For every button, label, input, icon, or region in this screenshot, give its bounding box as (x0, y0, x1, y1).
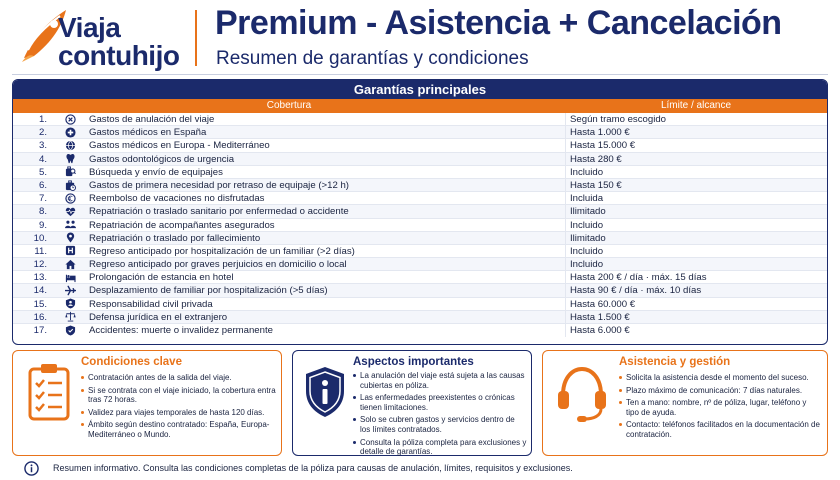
table-row (13, 324, 827, 337)
guarantees-table (12, 79, 828, 345)
table-header (13, 99, 827, 113)
cancel-icon (55, 113, 85, 125)
table-row (13, 232, 827, 245)
page-subtitle: Resumen de garantías y condiciones (216, 48, 529, 69)
footer-disclaimer: Resumen informativo. Consulta las condiciones completas de la póliza para causas de anulación, límites, requisitos y exclusiones. (53, 463, 573, 473)
column-header-coverage: Cobertura (266, 100, 312, 111)
footer (12, 460, 828, 476)
coverage-cell: Búsqueda y envío de equipajes (89, 166, 223, 178)
limit-cell: Incluido (565, 219, 827, 231)
row-number: 15. (33, 298, 47, 310)
scales-icon (55, 311, 85, 323)
limit-cell: Hasta 90 € / día · máx. 10 días (565, 284, 827, 296)
coverage-cell: Defensa jurídica en el extranjero (89, 311, 228, 323)
table-row (13, 311, 827, 324)
coverage-cell: Repatriación de acompañantes asegurados (89, 219, 275, 231)
list-item: La anulación del viaje está sujeta a las causas cubiertas en póliza. (353, 371, 527, 390)
logo[interactable] (18, 6, 188, 70)
list-item: Plazo máximo de comunicación: 7 días naturales. (619, 386, 821, 396)
important-aspects-list (353, 371, 527, 460)
people-icon (55, 219, 85, 231)
clipboard-checklist-icon (27, 363, 71, 421)
table-row (13, 139, 827, 152)
limit-cell: Hasta 15.000 € (565, 139, 827, 151)
coverage-cell: Regreso anticipado por hospitalización de un familiar (>2 días) (89, 245, 355, 257)
home-icon (55, 258, 85, 270)
panel-key-conditions (12, 350, 282, 456)
coverage-cell: Prolongación de estancia en hotel (89, 272, 234, 284)
row-number: 11. (34, 245, 47, 257)
row-number: 14. (33, 285, 47, 297)
table-row (13, 113, 827, 126)
row-number: 17. (33, 325, 47, 336)
limit-cell: Hasta 280 € (565, 153, 827, 165)
coverage-cell: Gastos de anulación del viaje (89, 114, 215, 125)
table-row (13, 153, 827, 166)
row-number: 6. (38, 179, 47, 191)
row-number: 4. (38, 153, 47, 165)
globe-icon (55, 139, 85, 151)
table-row (13, 258, 827, 271)
table-row (13, 219, 827, 232)
limit-cell: Incluido (565, 258, 827, 270)
limit-cell: Incluido (565, 245, 827, 257)
shield-icon (55, 324, 85, 337)
panel-assistance (542, 350, 828, 456)
limit-cell: Ilimitado (565, 232, 827, 244)
coverage-cell: Reembolso de vacaciones no disfrutadas (89, 193, 265, 205)
limit-cell: Según tramo escogido (565, 113, 827, 125)
table-row (13, 166, 827, 179)
hospital-icon (55, 245, 85, 257)
limit-cell: Hasta 150 € (565, 179, 827, 191)
row-number: 12. (33, 259, 47, 271)
list-item: Consulta la póliza completa para exclusiones y detalle de garantías. (353, 438, 527, 457)
location-pin-icon (55, 232, 85, 244)
table-row (13, 179, 827, 192)
medical-cross-icon (55, 126, 85, 138)
limit-cell: Incluida (565, 192, 827, 204)
table-row (13, 271, 827, 284)
panel-title-assistance: Asistencia y gestión (619, 356, 731, 368)
row-number: 9. (38, 219, 47, 231)
euro-icon (55, 192, 85, 204)
list-item: Contacto: teléfonos facilitados en la documentación de contratación. (619, 420, 821, 439)
header-separator (12, 74, 828, 75)
limit-cell: Hasta 6.000 € (565, 324, 827, 337)
table-row (13, 126, 827, 139)
table-row (13, 245, 827, 258)
logo-text-contuhijo: contuhijo (58, 40, 180, 71)
luggage-search-icon (55, 166, 85, 178)
list-item: Si se contrata con el viaje iniciado, la cobertura entra tras 72 horas. (81, 386, 277, 405)
coverage-cell: Gastos médicos en Europa - Mediterráneo (89, 140, 270, 152)
row-number: 1. (38, 114, 47, 125)
header (0, 0, 840, 76)
shield-person-icon (55, 298, 85, 310)
panel-title-important-aspects: Aspectos importantes (353, 356, 474, 368)
logo-text-viaja: Viaja (58, 12, 121, 43)
coverage-cell: Accidentes: muerte o invalidez permanente (89, 325, 273, 336)
list-item: Solo se cubren gastos y servicios dentro de los límites contratados. (353, 415, 527, 434)
row-number: 7. (38, 193, 47, 205)
coverage-cell: Gastos médicos en España (89, 127, 207, 139)
table-row (13, 205, 827, 218)
coverage-cell: Repatriación o traslado por fallecimiento (89, 232, 261, 244)
limit-cell: Hasta 60.000 € (565, 298, 827, 310)
table-row (13, 284, 827, 297)
row-number: 13. (33, 272, 47, 284)
list-item: Contratación antes de la salida del viaje. (81, 373, 277, 383)
info-icon (24, 461, 39, 476)
headset-icon (555, 363, 609, 423)
list-item: Solicita la asistencia desde el momento del suceso. (619, 373, 821, 383)
coverage-cell: Desplazamiento de familiar por hospitalización (>5 días) (89, 285, 328, 297)
coverage-cell: Gastos de primera necesidad por retraso de equipaje (>12 h) (89, 179, 349, 191)
shield-info-icon (303, 365, 347, 419)
row-number: 16. (33, 311, 47, 323)
panel-title-key-conditions: Condiciones clave (81, 356, 182, 368)
column-header-limit: Límite / alcance (660, 100, 732, 111)
coverage-cell: Responsabilidad civil privada (89, 298, 213, 310)
assistance-list (619, 373, 821, 443)
row-number: 10. (33, 232, 47, 244)
limit-cell: Incluido (565, 166, 827, 178)
row-number: 8. (38, 206, 47, 218)
table-title: Garantías principales (13, 80, 827, 99)
table-body (13, 113, 827, 337)
list-item: Ámbito según destino contratado: España, Europa-Mediterráneo o Mundo. (81, 420, 277, 439)
heart-pulse-icon (55, 205, 85, 217)
coverage-cell: Repatriación o traslado sanitario por enfermedad o accidente (89, 206, 349, 218)
row-number: 3. (38, 140, 47, 152)
list-item: Ten a mano: nombre, nº de póliza, lugar, teléfono y tipo de ayuda. (619, 398, 821, 417)
row-number: 2. (38, 127, 47, 139)
limit-cell: Hasta 1.000 € (565, 126, 827, 138)
table-row (13, 298, 827, 311)
key-conditions-list (81, 373, 277, 443)
page-title: Premium - Asistencia + Cancelación (215, 4, 782, 42)
list-item: Las enfermedades preexistentes o crónicas tienen limitaciones. (353, 393, 527, 412)
limit-cell: Ilimitado (565, 205, 827, 217)
coverage-cell: Regreso anticipado por graves perjuicios en domicilio o local (89, 259, 347, 271)
plane-icon (55, 284, 85, 296)
limit-cell: Hasta 200 € / día · máx. 15 días (565, 271, 827, 283)
coverage-cell: Gastos odontológicos de urgencia (89, 153, 235, 165)
suitcase-clock-icon (55, 179, 85, 191)
panel-important-aspects (292, 350, 532, 456)
row-number: 5. (38, 166, 47, 178)
header-divider (195, 10, 197, 66)
bed-icon (55, 271, 85, 283)
table-row (13, 192, 827, 205)
tooth-icon (55, 153, 85, 165)
limit-cell: Hasta 1.500 € (565, 311, 827, 323)
list-item: Validez para viajes temporales de hasta 120 días. (81, 408, 277, 418)
